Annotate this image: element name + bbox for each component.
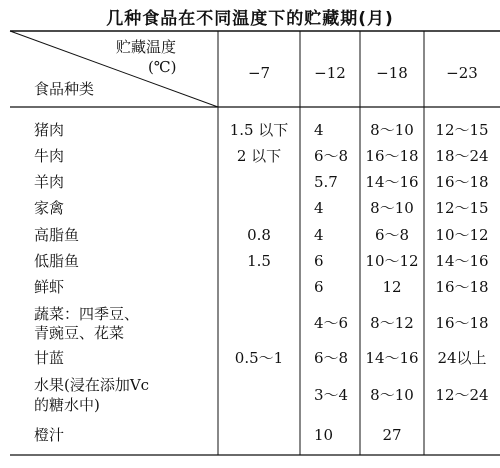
table-cell: 6 xyxy=(314,278,324,296)
table-cell: 10～12 xyxy=(435,226,489,244)
table-cell: 1.5 以下 xyxy=(229,121,289,139)
table-cell: 12 xyxy=(382,278,402,296)
food-name: 高脂鱼 xyxy=(34,226,80,244)
table-cell: 1.5 xyxy=(247,252,271,270)
table-cell: 14～16 xyxy=(365,349,419,367)
table-cell: 3～4 xyxy=(314,386,349,404)
table-cell: 0.5～1 xyxy=(234,349,284,367)
food-name: 家禽 xyxy=(34,199,65,217)
food-name: 羊肉 xyxy=(34,173,65,191)
table-cell: 14～16 xyxy=(365,173,419,191)
table-cell: 14～16 xyxy=(435,252,489,270)
table-cell: 8～12 xyxy=(370,314,414,332)
table-cell: 16～18 xyxy=(435,278,489,296)
food-name: 橙汁 xyxy=(34,426,65,444)
food-name: 猪肉 xyxy=(34,121,65,139)
table-title: 几种食品在不同温度下的贮藏期(月) xyxy=(106,9,394,29)
table-cell: 4～6 xyxy=(314,314,349,332)
table-cell: 0.8 xyxy=(247,226,271,244)
table-cell: 16～18 xyxy=(435,314,489,332)
table-cell: 16～18 xyxy=(365,147,419,165)
table-cell: 12～24 xyxy=(435,386,489,404)
table-cell: 8～10 xyxy=(370,121,414,139)
table-cell: 6～8 xyxy=(314,147,349,165)
food-name: 鲜虾 xyxy=(34,278,65,296)
table-cell: 12～15 xyxy=(435,199,489,217)
food-name-line: 水果(浸在添加Vc xyxy=(34,376,150,394)
table-cell: 8～10 xyxy=(370,386,414,404)
table-cell: 10～12 xyxy=(365,252,419,270)
table-cell: 6 xyxy=(314,252,324,270)
header-temp-unit: (℃) xyxy=(148,58,177,76)
table-cell: 4 xyxy=(314,199,324,217)
table-cell: 24以上 xyxy=(437,349,487,367)
column-header: −23 xyxy=(446,64,478,82)
table-cell: 10 xyxy=(314,426,334,444)
food-name: 甘蓝 xyxy=(34,349,65,367)
table-cell: 8～10 xyxy=(370,199,414,217)
food-name: 牛肉 xyxy=(34,147,65,165)
table-cell: 4 xyxy=(314,226,324,244)
table-cell: 5.7 xyxy=(314,173,338,191)
table-cell: 2 以下 xyxy=(236,147,282,165)
table-cell: 6～8 xyxy=(314,349,349,367)
header-food-label: 食品种类 xyxy=(34,80,95,98)
table-cell: 12～15 xyxy=(435,121,489,139)
food-name: 低脂鱼 xyxy=(34,252,80,270)
table-cell: 27 xyxy=(382,426,402,444)
table-cell: 4 xyxy=(314,121,324,139)
column-header: −18 xyxy=(376,64,408,82)
header-temp-label: 贮藏温度 xyxy=(116,38,177,56)
food-name-line: 的糖水中) xyxy=(34,396,100,414)
food-name-line: 青豌豆、花菜 xyxy=(34,324,125,342)
column-header: −7 xyxy=(247,64,271,82)
food-name-line: 蔬菜：四季豆、 xyxy=(34,305,140,323)
table-cell: 16～18 xyxy=(435,173,489,191)
table-cell: 6～8 xyxy=(374,226,410,244)
table-cell: 18～24 xyxy=(435,147,489,165)
column-header: −12 xyxy=(314,64,346,82)
